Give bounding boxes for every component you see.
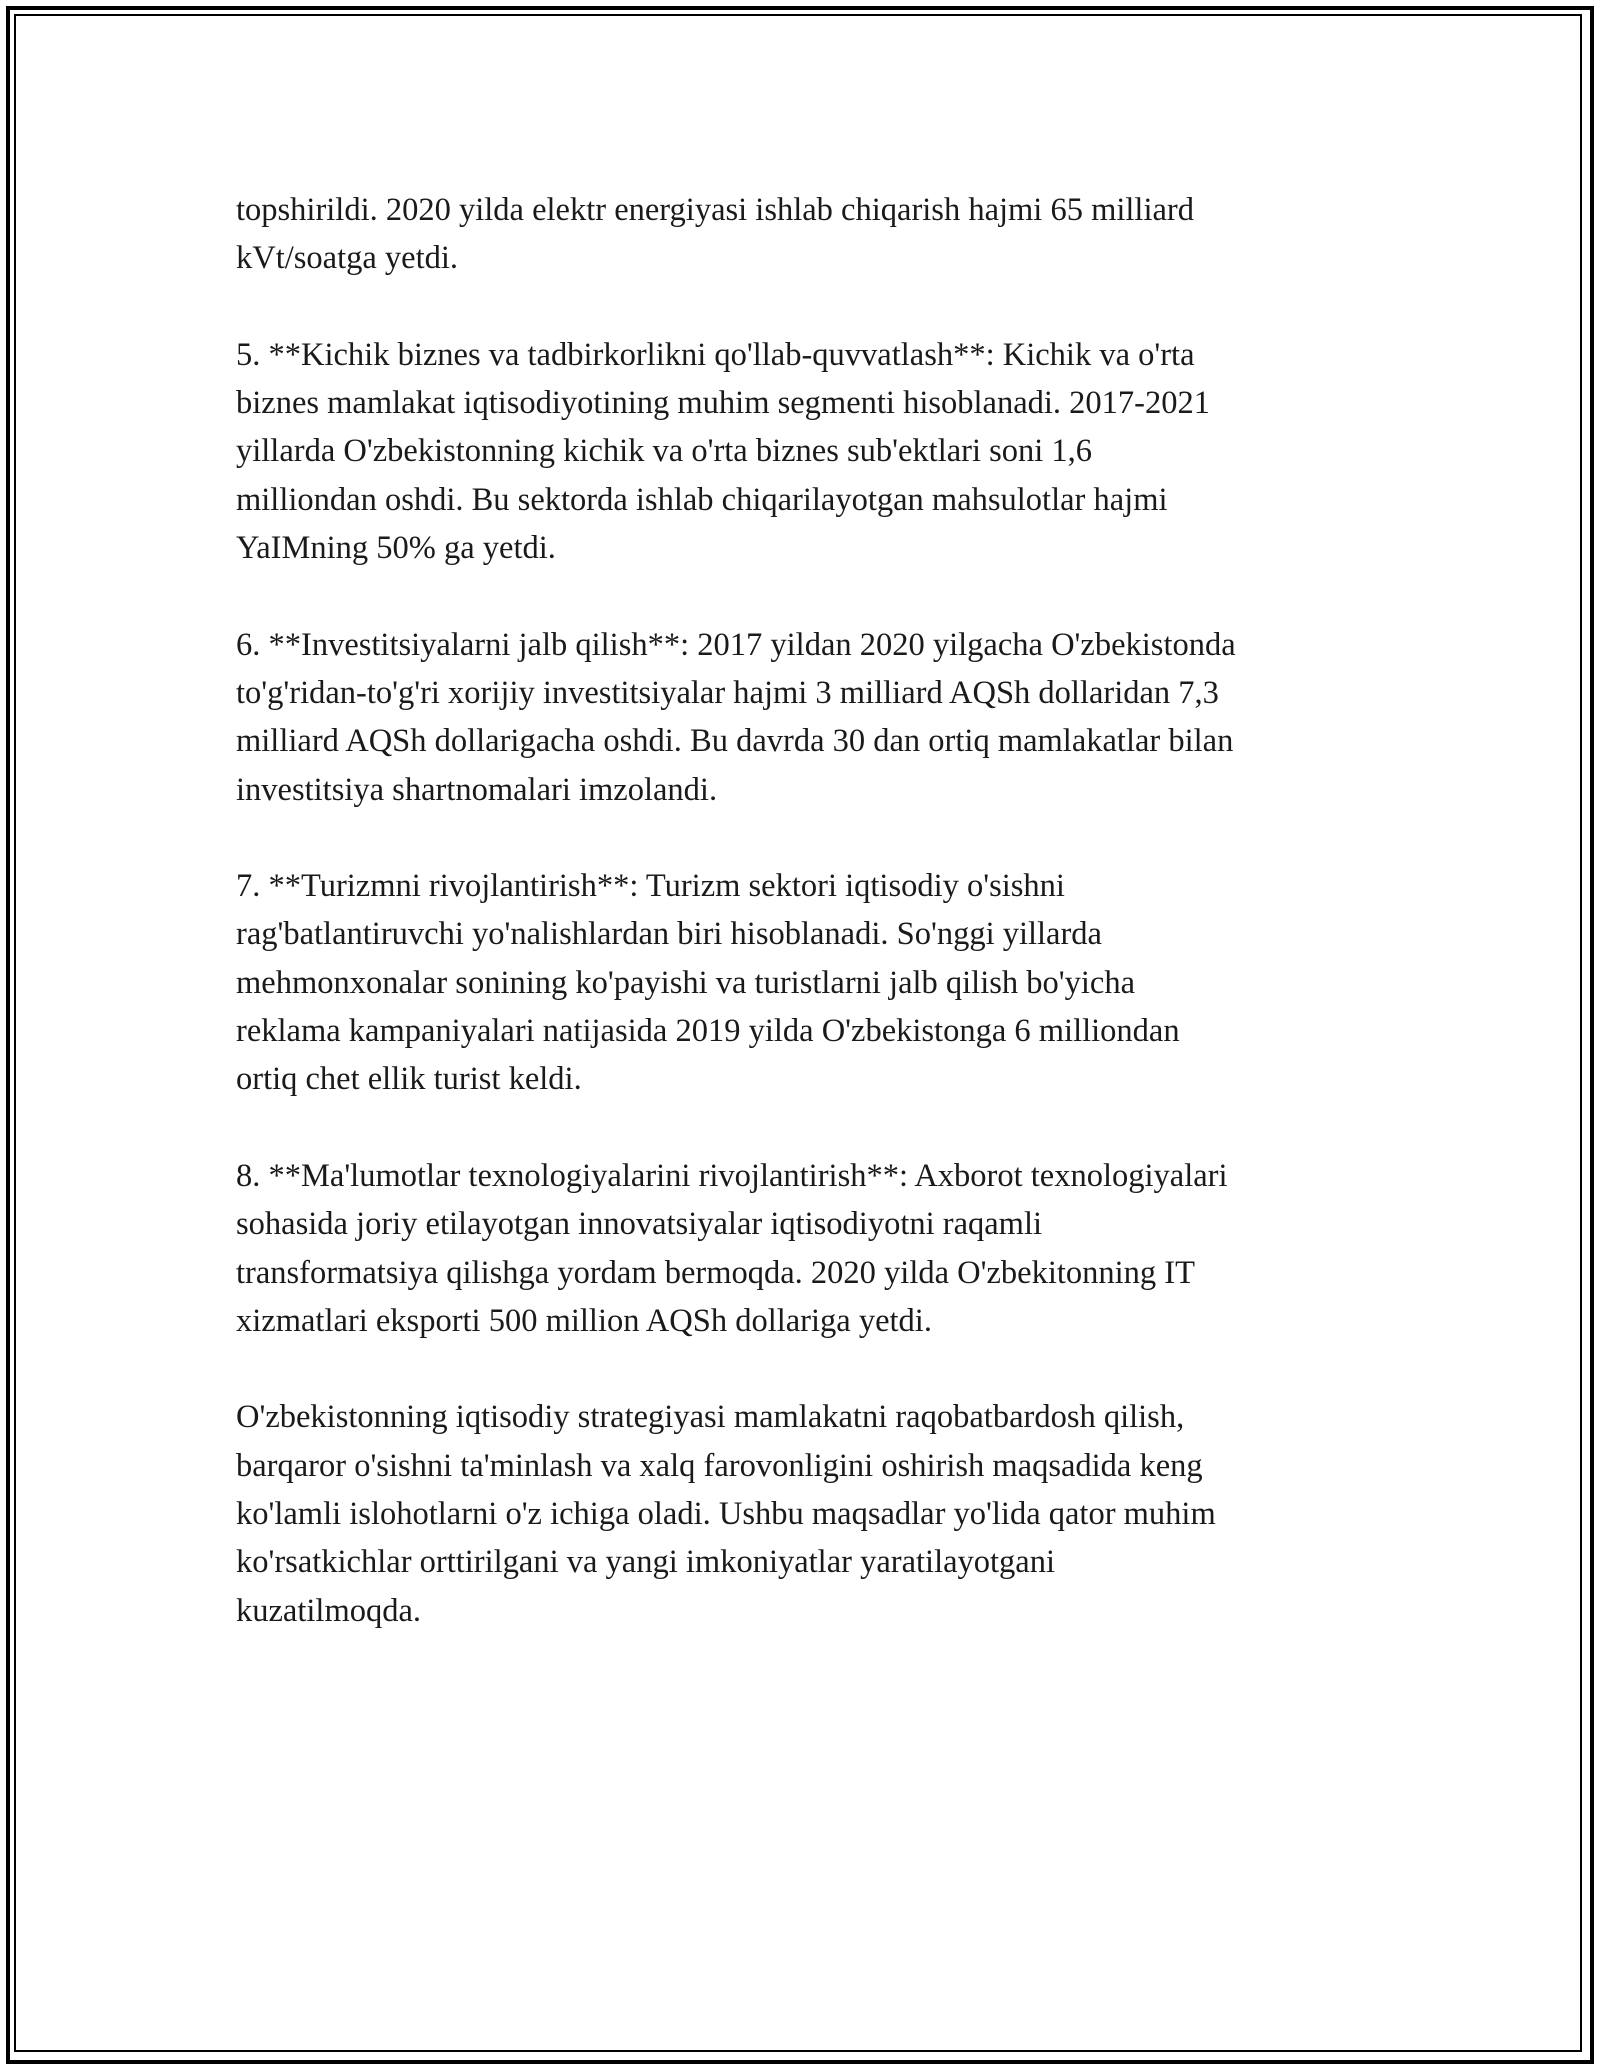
text-line: 7. **Turizmni rivojlantirish**: Turizm sektori iqtisodiy o'sishni bbox=[236, 868, 1065, 905]
text-line: YaIMning 50% ga yetdi. bbox=[236, 530, 556, 567]
text-line: ortiq chet ellik turist keldi. bbox=[236, 1061, 582, 1098]
text-line: milliondan oshdi. Bu sektorda ishlab chiqarilayotgan mahsulotlar hajmi bbox=[236, 481, 1168, 518]
paragraph-energy-continuation bbox=[236, 186, 1376, 283]
text-line: mehmonxonalar sonining ko'payishi va turistlarni jalb qilish bo'yicha bbox=[236, 964, 1136, 1001]
text-line: biznes mamlakat iqtisodiyotining muhim segmenti hisoblanadi. 2017-2021 bbox=[236, 385, 1210, 422]
text-line: 6. **Investitsiyalarni jalb qilish**: 2017 yildan 2020 yilgacha O'zbekistonda bbox=[236, 626, 1236, 663]
paragraph-it-development bbox=[236, 1152, 1376, 1345]
text-line: investitsiya shartnomalari imzolandi. bbox=[236, 771, 718, 808]
paragraph-conclusion bbox=[236, 1393, 1376, 1634]
text-line: 5. **Kichik biznes va tadbirkorlikni qo'llab-quvvatlash**: Kichik va o'rta bbox=[236, 336, 1195, 373]
text-line: barqaror o'sishni ta'minlash va xalq farovonligini oshirish maqsadida keng bbox=[236, 1447, 1203, 1484]
document-body bbox=[236, 186, 1376, 1683]
text-line: reklama kampaniyalari natijasida 2019 yilda O'zbekistonga 6 milliondan bbox=[236, 1013, 1180, 1050]
paragraph-investments bbox=[236, 621, 1376, 814]
paragraph-small-business bbox=[236, 331, 1376, 572]
text-line: xizmatlari eksporti 500 million AQSh dollariga yetdi. bbox=[236, 1302, 932, 1339]
text-line: 8. **Ma'lumotlar texnologiyalarini rivojlantirish**: Axborot texnologiyalari bbox=[236, 1157, 1228, 1194]
text-line: milliard AQSh dollarigacha oshdi. Bu davrda 30 dan ortiq mamlakatlar bilan bbox=[236, 723, 1234, 760]
text-line: ko'rsatkichlar orttirilgani va yangi imkoniyatlar yaratilayotgani bbox=[236, 1544, 1056, 1581]
text-line: kuzatilmoqda. bbox=[236, 1592, 422, 1629]
text-line: rag'batlantiruvchi yo'nalishlardan biri hisoblanadi. So'nggi yillarda bbox=[236, 916, 1102, 953]
text-line: sohasida joriy etilayotgan innovatsiyalar iqtisodiyotni raqamli bbox=[236, 1206, 1043, 1243]
text-line: O'zbekistonning iqtisodiy strategiyasi mamlakatni raqobatbardosh qilish, bbox=[236, 1399, 1185, 1436]
text-line: topshirildi. 2020 yilda elektr energiyasi ishlab chiqarish hajmi 65 milliard bbox=[236, 192, 1194, 228]
text-line: transformatsiya qilishga yordam bermoqda. 2020 yilda O'zbekitonning IT bbox=[236, 1254, 1195, 1291]
paragraph-tourism bbox=[236, 862, 1376, 1103]
text-line: kVt/soatga yetdi. bbox=[236, 240, 459, 277]
text-line: to'g'ridan-to'g'ri xorijiy investitsiyalar hajmi 3 milliard AQSh dollaridan 7,3 bbox=[236, 674, 1219, 711]
text-line: yillarda O'zbekistonning kichik va o'rta biznes sub'ektlari soni 1,6 bbox=[236, 433, 1093, 470]
text-line: ko'lamli islohotlarni o'z ichiga oladi. Ushbu maqsadlar yo'lida qator muhim bbox=[236, 1496, 1216, 1533]
